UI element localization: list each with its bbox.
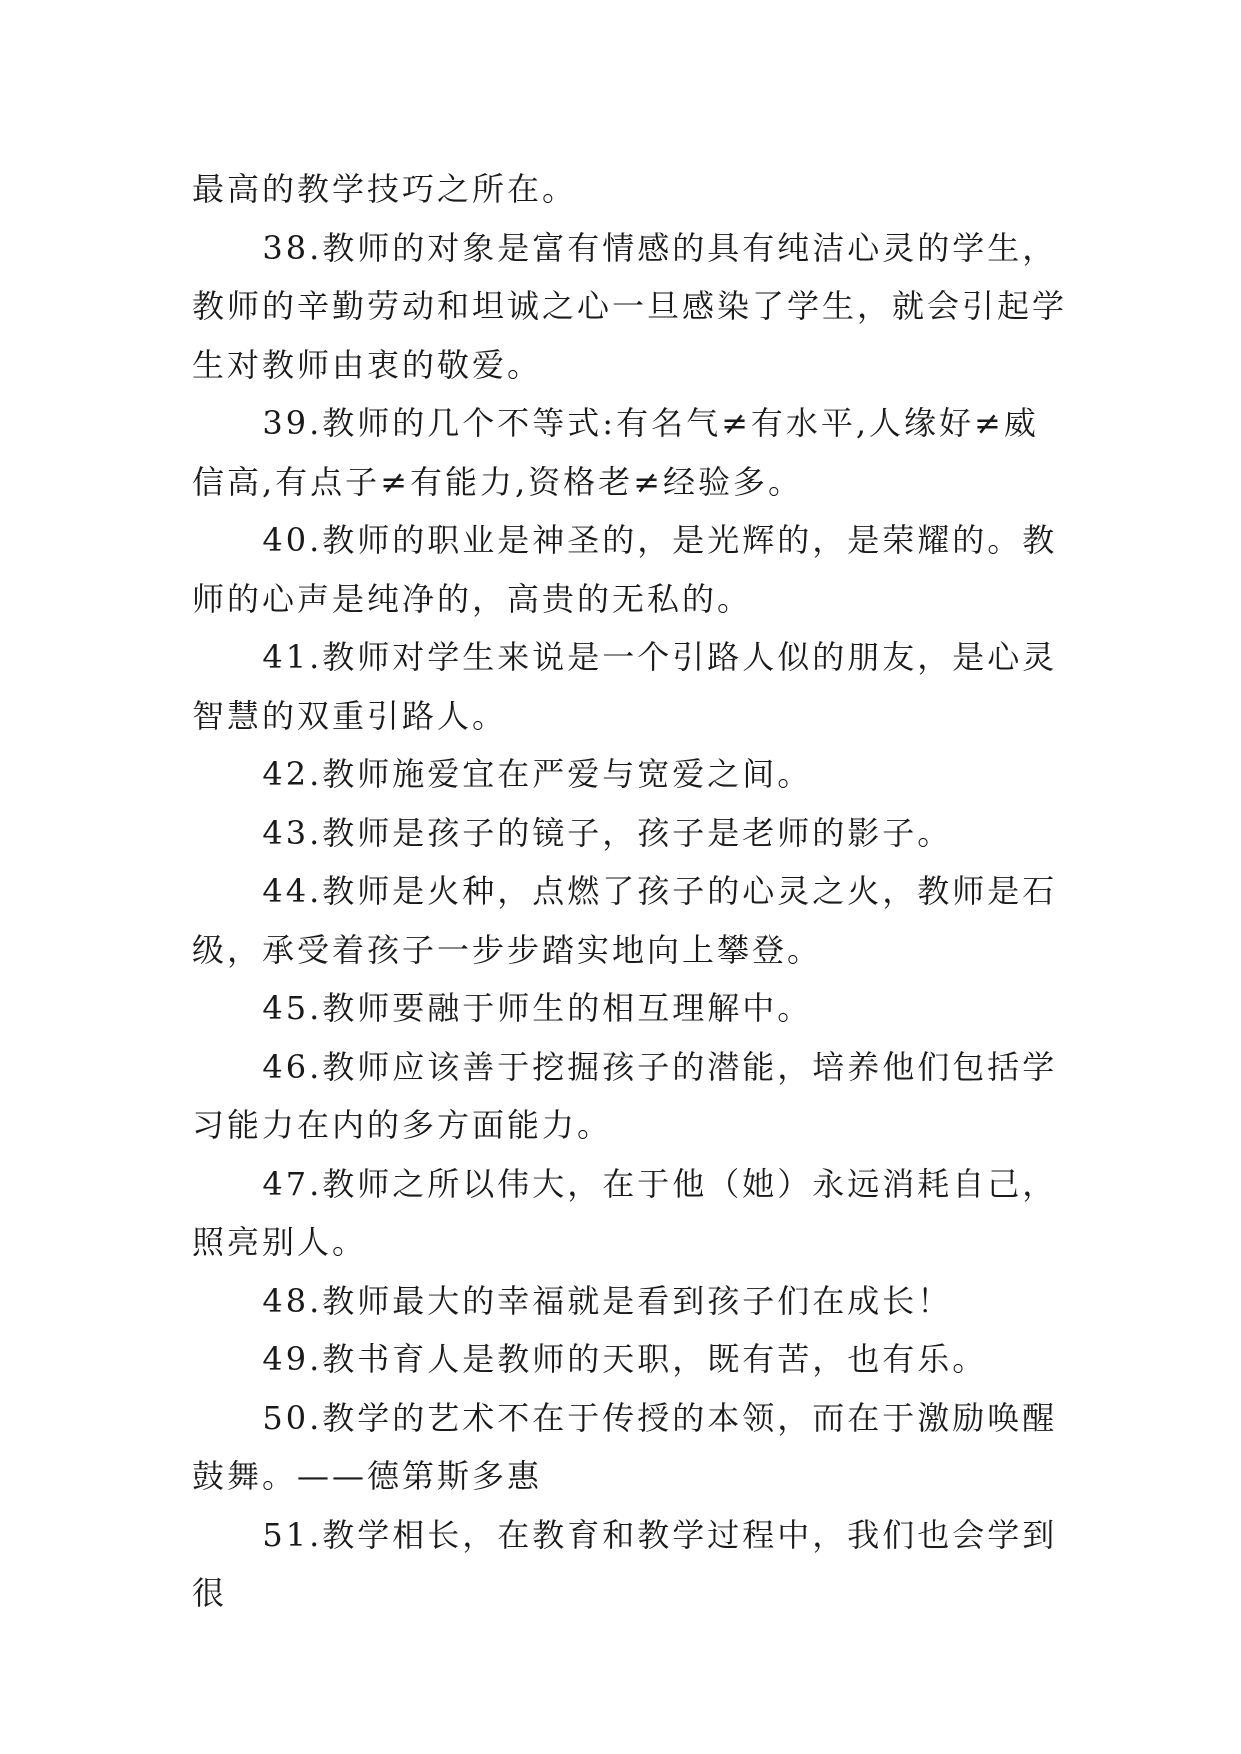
paragraph-46: 46.教师应该善于挖掘孩子的潜能，培养他们包括学习能力在内的多方面能力。: [192, 1047, 1058, 1144]
paragraph-continuation: 最高的教学技巧之所在。: [192, 170, 578, 208]
paragraph-50: 50.教学的艺术不在于传授的本领，而在于激励唤醒鼓舞。——德第斯多惠: [192, 1398, 1058, 1495]
paragraph-51: 51.教学相长，在教育和教学过程中，我们也会学到很: [192, 1515, 1058, 1612]
paragraph-42: 42.教师施爱宜在严爱与宽爱之间。: [262, 755, 813, 793]
paragraph-39: 39.教师的几个不等式:有名气≠有水平,人缘好≠威信高,有点子≠有能力,资格老≠经验多。: [192, 404, 1039, 501]
paragraph-48: 48.教师最大的幸福就是看到孩子们在成长！: [262, 1281, 953, 1320]
document-body: [192, 160, 1072, 1623]
paragraph-43: 43.教师是孩子的镜子，孩子是老师的影子。: [262, 813, 953, 852]
paragraph-41: 41.教师对学生来说是一个引路人似的朋友，是心灵智慧的双重引路人。: [192, 638, 1058, 735]
paragraph-38: 38.教师的对象是富有情感的具有纯洁心灵的学生，教师的辛勤劳动和坦诚之心一旦感染了学生，就会引起学生对教师由衷的敬爱。: [192, 228, 1068, 384]
paragraph-47: 47.教师之所以伟大，在于他（她）永远消耗自己，照亮别人。: [192, 1164, 1058, 1261]
paragraph-40: 40.教师的职业是神圣的，是光辉的，是荣耀的。教师的心声是纯净的，高贵的无私的。: [192, 521, 1058, 618]
paragraph-49: 49.教书育人是教师的天职，既有苦，也有乐。: [262, 1340, 988, 1378]
paragraph-44: 44.教师是火种，点燃了孩子的心灵之火，教师是石级，承受着孩子一步步踏实地向上攀登。: [192, 872, 1058, 969]
paragraph-45: 45.教师要融于师生的相互理解中。: [262, 989, 813, 1027]
